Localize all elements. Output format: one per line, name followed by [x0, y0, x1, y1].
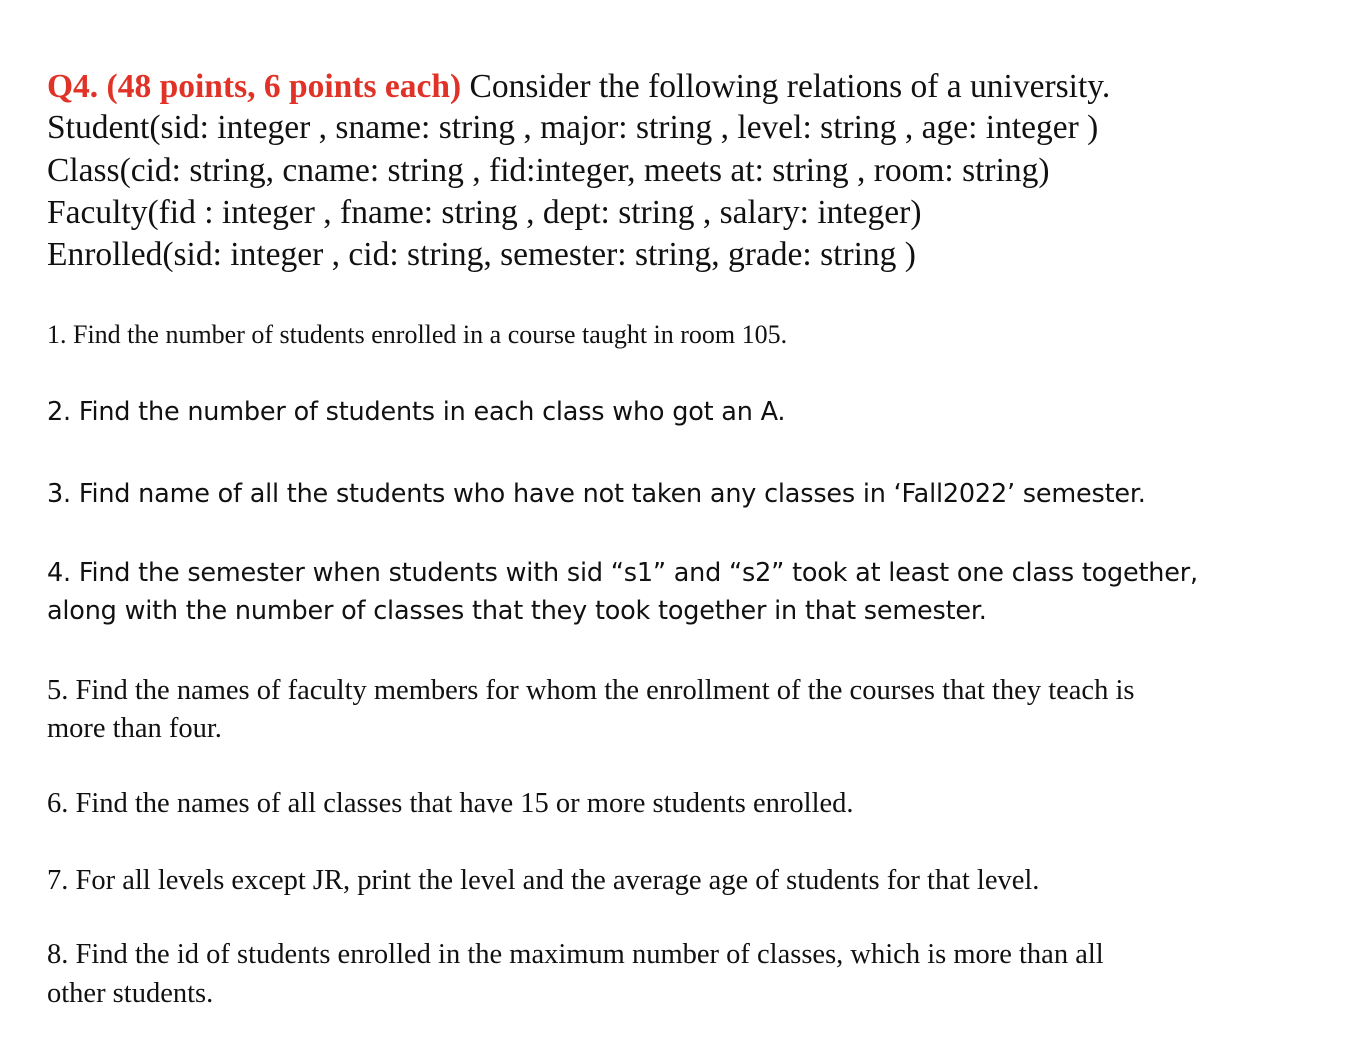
- question-5-line-1: 5. Find the names of faculty members for whom the enrollment of the courses that they teach is: [47, 675, 1135, 706]
- relation-student: Student(sid: integer , sname: string , major: string , level: string , age: integer ): [47, 109, 1099, 146]
- question-1: 1. Find the number of students enrolled in a course taught in room 105.: [47, 320, 788, 349]
- question-3: 3. Find name of all the students who have not taken any classes in ‘Fall2022’ semester.: [47, 479, 1146, 509]
- question-heading: [47, 66, 1110, 108]
- relation-class: Class(cid: string, cname: string , fid:integer, meets at: string , room: string): [47, 152, 1050, 189]
- question-5-line-2: more than four.: [47, 713, 222, 744]
- question-8-line-1: 8. Find the id of students enrolled in the maximum number of classes, which is more than all: [47, 939, 1104, 970]
- question-2: 2. Find the number of students in each class who got an A.: [47, 397, 786, 427]
- question-7: 7. For all levels except JR, print the level and the average age of students for that level.: [47, 865, 1040, 896]
- question-intro: Consider the following relations of a university.: [461, 68, 1111, 105]
- question-label: Q4. (48 points, 6 points each): [47, 68, 462, 105]
- question-4-line-1: 4. Find the semester when students with sid “s1” and “s2” took at least one class together,: [47, 558, 1198, 588]
- relation-enrolled: Enrolled(sid: integer , cid: string, semester: string, grade: string ): [47, 236, 916, 273]
- question-4-line-2: along with the number of classes that they took together in that semester.: [47, 596, 987, 626]
- question-8-line-2: other students.: [47, 978, 214, 1009]
- question-6: 6. Find the names of all classes that have 15 or more students enrolled.: [47, 788, 854, 819]
- relation-faculty: Faculty(fid : integer , fname: string , dept: string , salary: integer): [47, 194, 922, 231]
